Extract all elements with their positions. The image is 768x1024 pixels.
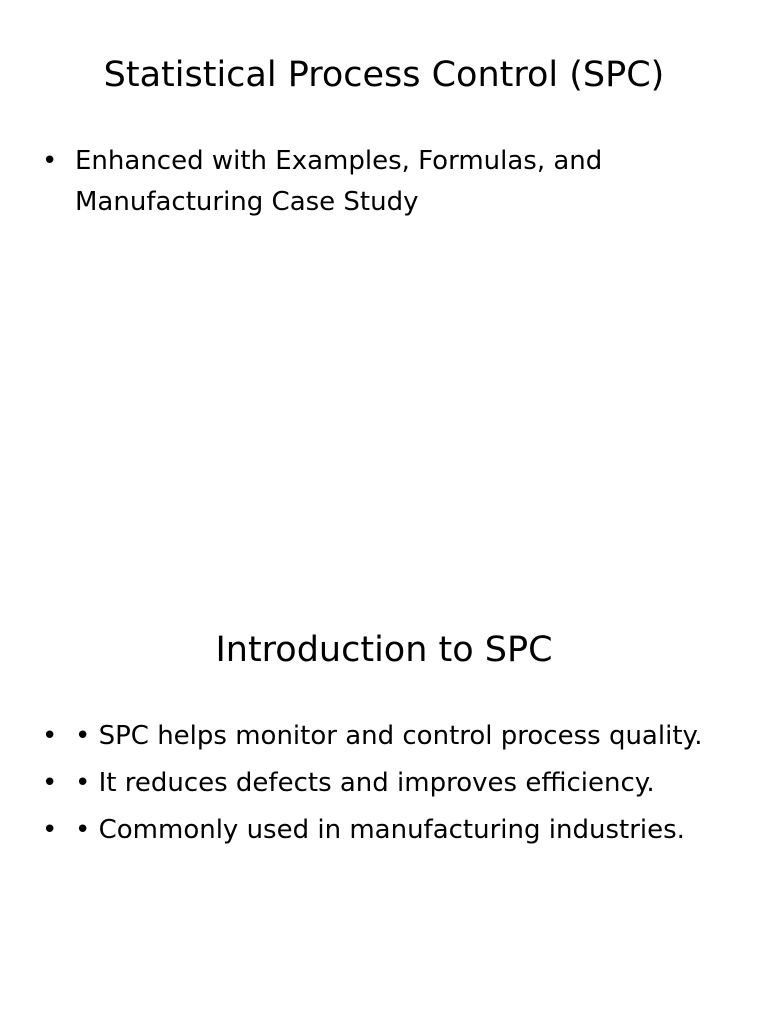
bullet-text: • It reduces defects and improves efficiency.	[75, 768, 655, 798]
bullet-list	[42, 141, 742, 229]
bullet-icon: •	[42, 815, 58, 845]
bullet-list	[42, 716, 742, 857]
slide-title: Statistical Process Control (SPC)	[103, 55, 665, 95]
slide-introduction	[0, 576, 768, 1024]
bullet-text: • Commonly used in manufacturing industries.	[75, 815, 685, 845]
list-item	[42, 810, 742, 851]
bullet-text: • SPC helps monitor and control process quality.	[75, 721, 703, 751]
list-item	[42, 763, 742, 804]
bullet-icon: •	[42, 768, 58, 798]
bullet-icon: •	[42, 721, 58, 751]
slide-title: Introduction to SPC	[215, 630, 553, 670]
list-item	[42, 141, 742, 223]
bullet-icon: •	[42, 146, 58, 176]
list-item	[42, 716, 742, 757]
bullet-text: Enhanced with Examples, Formulas, and Manufacturing Case Study	[75, 146, 603, 217]
